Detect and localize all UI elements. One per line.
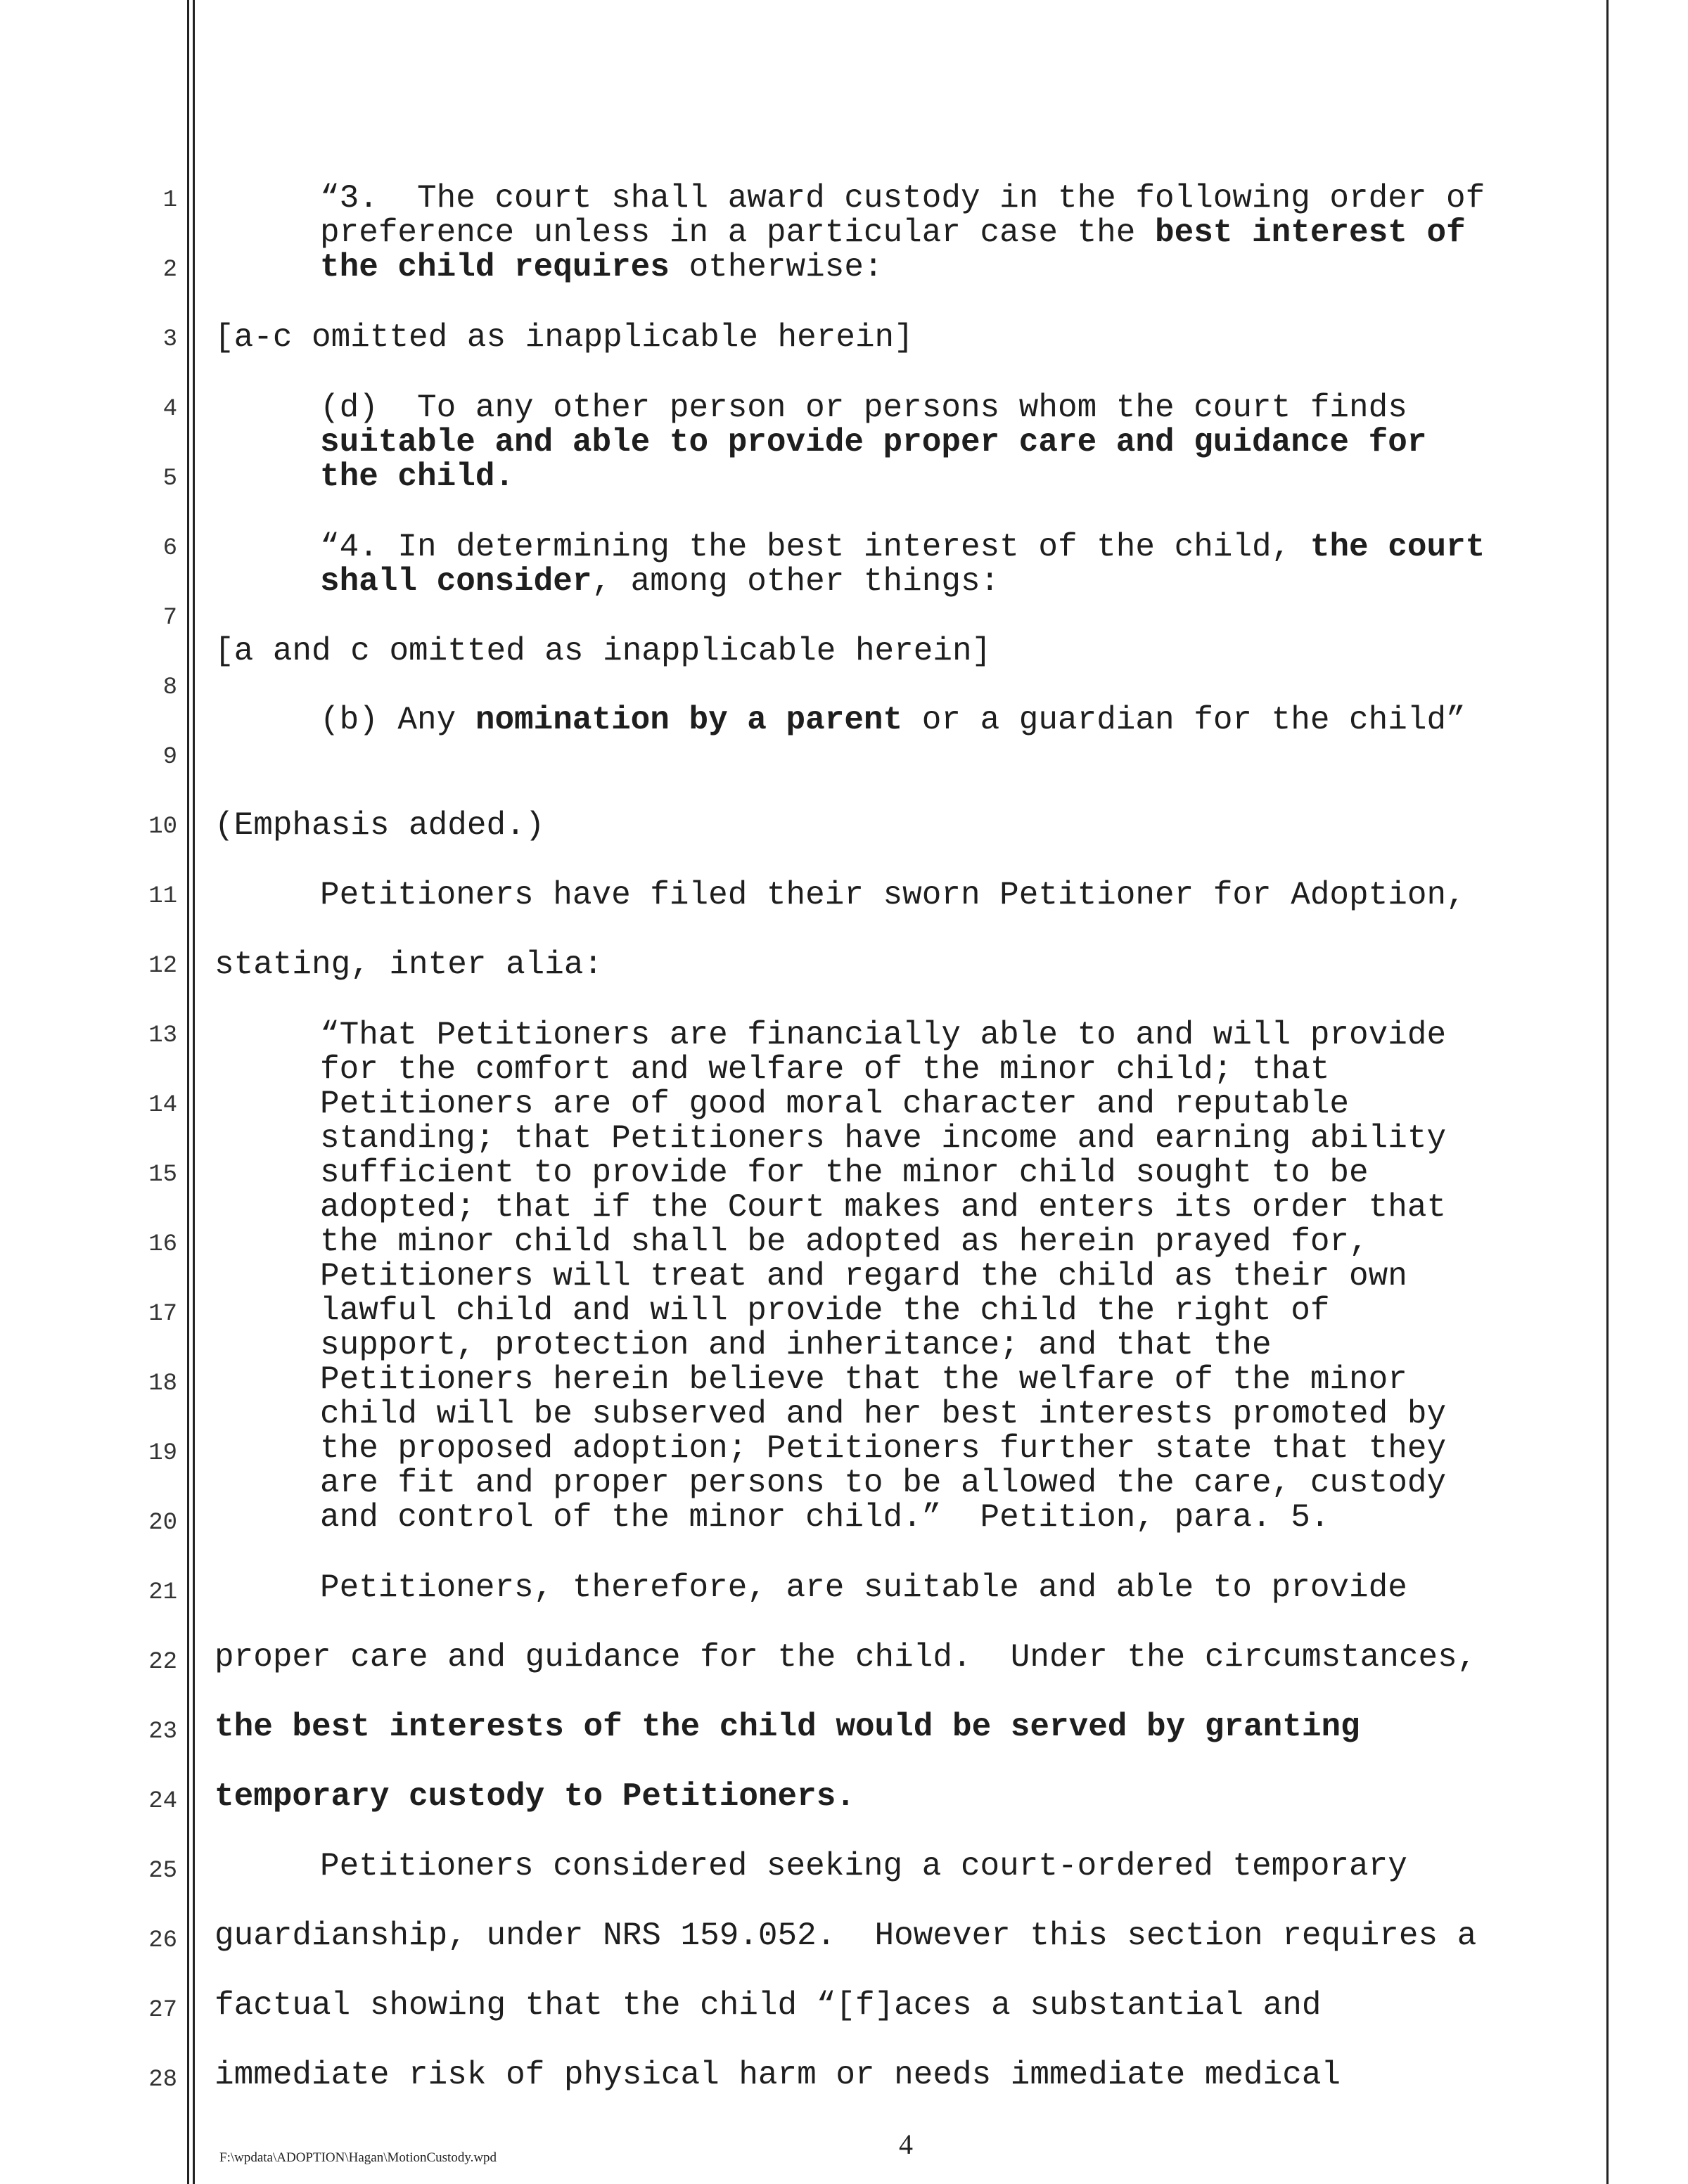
line-number: 26 [148,1927,177,1954]
statute-para-3-line3 [320,250,883,285]
emphasis-run: the court [1310,529,1485,565]
line-number: 8 [162,674,177,701]
quote-line: “That Petitioners are financially able to and will provide [320,1017,1447,1053]
quote-line: child will be subserved and her best interests promoted by [320,1396,1447,1432]
body-line-12: stating, inter alia: [215,946,603,983]
statute-para-b [320,703,1466,738]
line-number: 25 [148,1858,177,1884]
body-line-21: Petitioners, therefore, are suitable and able to provide [320,1569,1407,1606]
body-line-23: the best interests of the child would be served by granting [215,1709,1360,1745]
text-run: “4. In determining the best interest of the child, [320,529,1310,565]
statute-para-d-line2: suitable and able to provide proper care and guidance for [320,424,1427,461]
left-margin-rule-inner [193,0,195,2184]
page-number: 4 [899,2128,913,2160]
quote-line: and control of the minor child.” Petition, para. 5. [320,1499,1330,1536]
text-run: preference unless in a particular case the [320,214,1155,251]
line-number: 21 [148,1579,177,1606]
quote-line: adopted; that if the Court makes and enters its order that [320,1189,1447,1226]
line-number: 24 [148,1788,177,1815]
quote-line: Petitioners are of good moral character and reputable [320,1086,1350,1122]
omission-note-a-c: [a-c omitted as inapplicable herein] [215,319,914,356]
body-line-25: Petitioners considered seeking a court-ordered temporary [320,1848,1407,1884]
line-number: 3 [162,326,177,353]
body-line-28: immediate risk of physical harm or needs immediate medical [215,2057,1341,2093]
line-number: 7 [162,605,177,631]
line-number: 18 [148,1370,177,1397]
text-run: (b) Any [320,702,475,738]
text-run: otherwise: [669,249,883,285]
quote-line: are fit and proper persons to be allowed the care, custody [320,1465,1447,1501]
right-margin-rule [1606,0,1609,2184]
line-number: 28 [148,2067,177,2093]
text-run: , among other things: [592,563,1000,600]
line-number: 11 [148,883,177,910]
body-line-24: temporary custody to Petitioners. [215,1778,855,1815]
line-number: 16 [148,1231,177,1258]
line-number: 10 [148,814,177,840]
quote-line: lawful child and will provide the child the right of [320,1292,1330,1329]
quote-line: standing; that Petitioners have income and earning ability [320,1120,1447,1157]
line-number: 14 [148,1092,177,1119]
emphasis-note: (Emphasis added.) [215,807,545,844]
line-number: 23 [148,1719,177,1745]
emphasis-run: the child requires [320,249,670,285]
line-number: 20 [148,1510,177,1536]
quote-line: support, protection and inheritance; and that the [320,1327,1272,1363]
line-number: 2 [162,257,177,283]
quote-line: sufficient to provide for the minor child sought to be [320,1155,1369,1191]
quote-line: Petitioners will treat and regard the child as their own [320,1258,1407,1295]
body-line-26: guardianship, under NRS 159.052. However this section requires a [215,1918,1477,1954]
body-line-11: Petitioners have filed their sworn Petitioner for Adoption, [320,877,1466,913]
line-number: 15 [148,1162,177,1188]
omission-note-a-and-c: [a and c omitted as inapplicable herein] [215,633,992,669]
text-run: or a guardian for the child” [902,702,1466,738]
statute-para-3-line1: “3. The court shall award custody in the following order of [320,180,1485,217]
quote-line: the proposed adoption; Petitioners further state that they [320,1430,1447,1467]
statute-para-d-line3: the child. [320,458,515,495]
line-number: 27 [148,1997,177,2024]
quote-line: for the comfort and welfare of the minor child; that [320,1051,1330,1088]
footer-file-path: F:\wpdata\ADOPTION\Hagan\MotionCustody.wpd [219,2150,497,2165]
line-number: 5 [162,465,177,492]
emphasis-run: shall consider [320,563,592,600]
line-number: 6 [162,535,177,562]
line-number: 1 [162,187,177,214]
statute-para-4-line2 [320,565,999,599]
body-line-22: proper care and guidance for the child. Under the circumstances, [215,1639,1477,1676]
line-number: 19 [148,1440,177,1467]
quote-line: the minor child shall be adopted as herein prayed for, [320,1223,1369,1260]
statute-para-4-line1 [320,530,1485,565]
body-line-27: factual showing that the child “[f]aces a substantial and [215,1987,1322,2024]
line-number: 17 [148,1301,177,1328]
statute-para-d-line1: (d) To any other person or persons whom the court finds [320,390,1407,426]
line-number: 12 [148,953,177,979]
line-number: 13 [148,1022,177,1049]
left-margin-rule-outer [187,0,189,2184]
line-number: 9 [162,744,177,771]
line-number: 22 [148,1649,177,1676]
emphasis-run: best interest of [1155,214,1466,251]
quote-line: Petitioners herein believe that the welfare of the minor [320,1361,1407,1398]
statute-para-3-line2 [320,216,1466,250]
emphasis-run: nomination by a parent [475,702,903,738]
line-number: 4 [162,396,177,423]
